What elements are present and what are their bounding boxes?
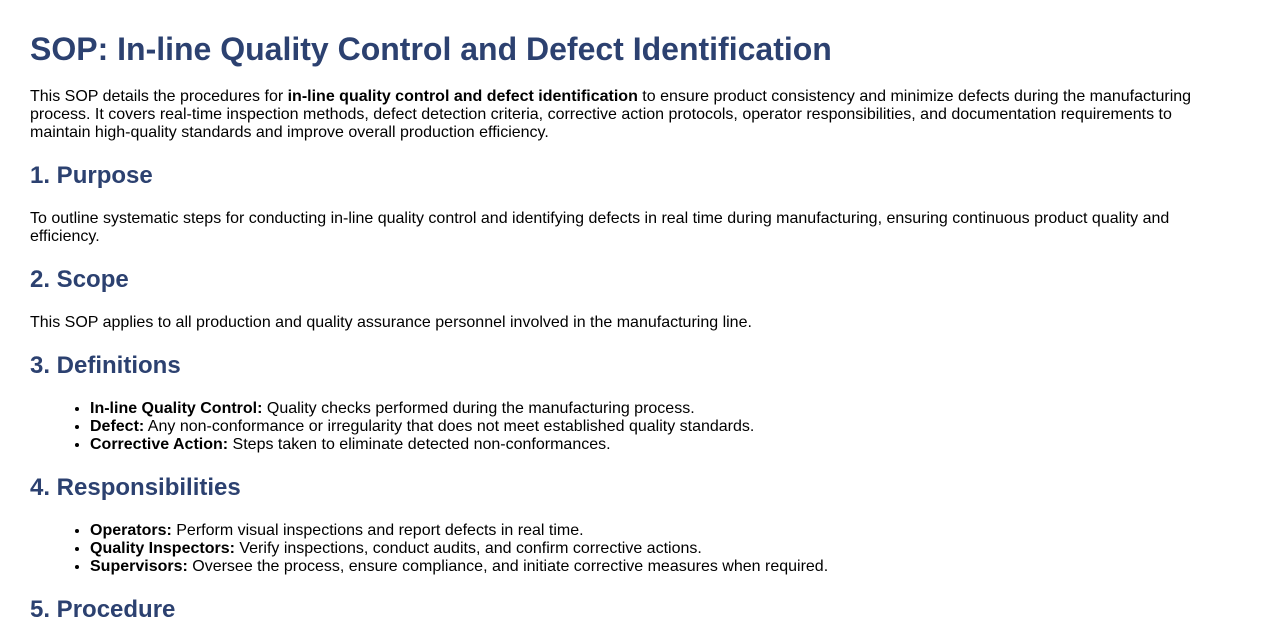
- definition-desc: Quality checks performed during the manufacturing process.: [262, 400, 695, 417]
- intro-text-bold: in-line quality control and defect identification: [287, 88, 638, 105]
- list-item: [90, 522, 1210, 540]
- list-item: [90, 418, 1210, 436]
- list-item: [90, 400, 1210, 418]
- responsibility-desc: Oversee the process, ensure compliance, and initiate corrective measures when required.: [187, 558, 829, 575]
- responsibilities-list: [30, 522, 1210, 576]
- intro-text-before: This SOP details the procedures for: [30, 88, 288, 105]
- list-item: [90, 436, 1210, 454]
- section-heading-purpose: 1. Purpose: [30, 162, 153, 189]
- section-heading-procedure: 5. Procedure: [30, 596, 176, 621]
- definition-term: Defect:: [90, 418, 145, 435]
- intro-paragraph: [30, 88, 1210, 142]
- list-item: [90, 558, 1210, 576]
- section-text-scope: This SOP applies to all production and quality assurance personnel involved in the manufacturing line.: [30, 314, 752, 331]
- definitions-list: [30, 400, 1210, 454]
- section-heading-scope: 2. Scope: [30, 266, 129, 293]
- intro-text-after: to ensure product consistency and minimize defects during the manufacturing process. It covers real-time inspection methods, defect detection criteria, corrective action protocols, operator responsibilities, and documentation requirements to maintain high-quality standards and improve overall production efficiency.: [30, 88, 1192, 141]
- definition-desc: Any non-conformance or irregularity that does not meet established quality standards.: [144, 418, 755, 435]
- responsibility-desc: Verify inspections, conduct audits, and confirm corrective actions.: [234, 540, 702, 557]
- definition-term: In-line Quality Control:: [90, 400, 263, 417]
- section-heading-definitions: 3. Definitions: [30, 352, 181, 379]
- list-item: [90, 540, 1210, 558]
- section-heading-responsibilities: 4. Responsibilities: [30, 474, 241, 501]
- definition-desc: Steps taken to eliminate detected non-conformances.: [228, 436, 611, 453]
- responsibility-role: Supervisors:: [90, 558, 188, 575]
- responsibility-desc: Perform visual inspections and report defects in real time.: [171, 522, 584, 539]
- responsibility-role: Operators:: [90, 522, 172, 539]
- definition-term: Corrective Action:: [90, 436, 229, 453]
- page-title: SOP: In-line Quality Control and Defect Identification: [30, 31, 832, 67]
- section-text-purpose: To outline systematic steps for conducting in-line quality control and identifying defects in real time during manufacturing, ensuring continuous product quality and efficiency.: [30, 210, 1170, 245]
- responsibility-role: Quality Inspectors:: [90, 540, 235, 557]
